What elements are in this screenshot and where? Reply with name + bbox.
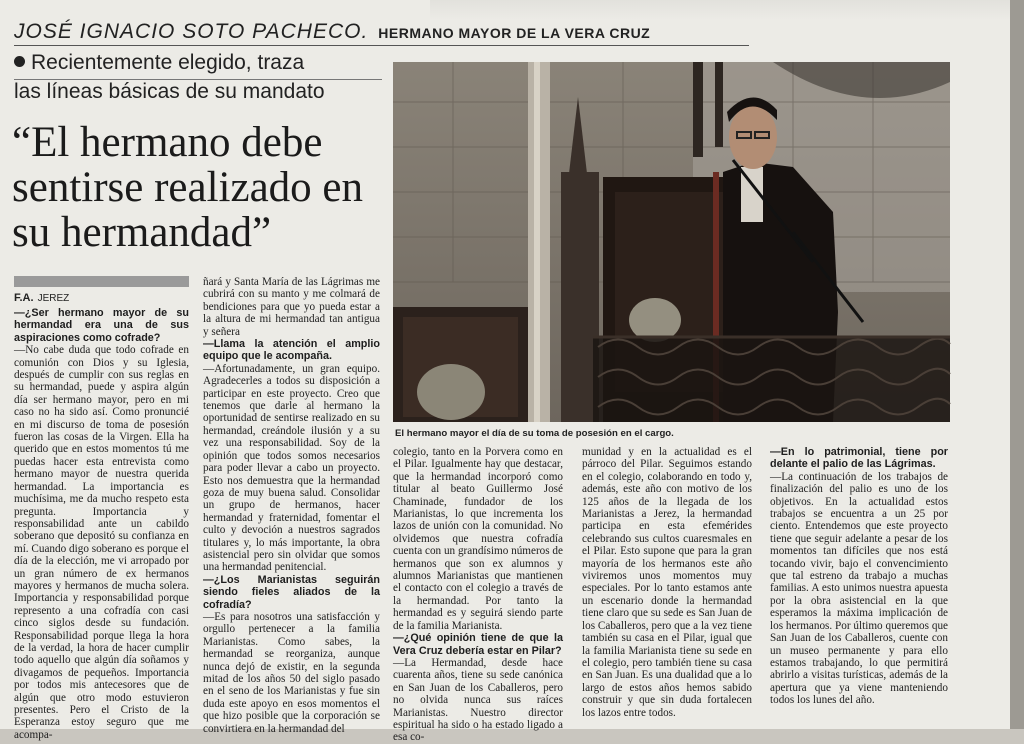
- deck-rule: [14, 79, 382, 80]
- header-rule: [14, 45, 749, 46]
- photo-caption: El hermano mayor el día de su toma de posesión en el cargo.: [395, 428, 674, 439]
- interview-answer: —No cabe duda que todo cofrade en comunión con Dios y su Iglesia, después de cumplir con sus reglas en su hermandad, puede y aspira algún día ser hermano mayor, pero en mi caso no ha sido así. Como pronuncié en mi discurso de toma de posesión fueron las cosas de la Virgen. Ella ha querido que en estos momentos tú me puedas hacer esta entrevista como hermano mayor de nuestra querida hermandad. La importancia es muchísima, me da mucho respeto esta pregunta. Importancia y responsabilidad ante un cabildo soberano que depositó su confianza en mí. Cuando digo soberano es porque el día de la elección, me vi arropado por un gran número de ex hermanos mayores y hermanos de mucha solera. Importancia y responsabilidad porque represento a una cofradía con casi cinco siglos desde su fundación. Responsabilidad porque llega la hora de la verdad, la hora de hacer cumplir todo aquello que algún día soñamos y divagamos de pequeños. Importancia por todos mis antecesores que de algún que otro modo estuvieron presentes. Pero el Cristo de la Esperanza estoy seguro que me acompa-: [14, 344, 189, 741]
- byline-author: F.A.: [14, 292, 34, 304]
- article-column-4: [582, 446, 752, 719]
- article-column-1: [14, 307, 189, 741]
- deck-line-2: las líneas básicas de su mandato: [14, 80, 325, 103]
- interview-answer: ñará y Santa María de las Lágrimas me cubrirá con su manto y me colmará de bendiciones para que yo pueda estar a la altura de mi hermandad tan antigua y señera: [203, 276, 380, 338]
- interview-answer: munidad y en la actualidad es el párroco del Pilar. Seguimos estando en el colegio, colaborando en todo y, además, este año con motivo de los 125 años de la llegada de los Marianistas a Jerez, la hermandad participa en esta efemérides celebrando sus cultos cuaresmales en el Pilar. Esto supone que para la gran mayoría de los hermanos este año viviremos unos momentos muy especiales. Por lo tanto estamos ante un escenario donde la hermandad tiene claro que su sede es San Juan de los Caballeros, pero que a la vez tiene también su casa en el Pilar, igual que la familia Marianista tiene su sede en el colegio, pero también tiene su casa en San Juan. Es una dualidad que a lo largo de estos años hemos sabido construir y que sin duda fortalecen los lazos entre todos.: [582, 446, 752, 719]
- interview-answer: —La continuación de los trabajos de finalización del palio es uno de los objetivos. En la actualidad estos trabajos se encuentra a un 25 por ciento. Entendemos que este proyecto tiene que seguir adelante a pesar de los momentos tan difíciles que nos está tocando vivir, bajo el convencimiento que tal estreno da trabajo a muchas familias. A esto unimos nuestra apuesta por la obra asistencial en la que esperamos la máxima implicación de los hermanos. Por último queremos que San Juan de los Caballeros, cuente con un museo permanente y para ello estamos trabajando, lo que permitirá abrirlo a visitas turísticas, además de la apertura que ya viene manteniendo todos los lunes del año.: [770, 470, 948, 707]
- interview-question: —En lo patrimonial, tiene por delante el palio de las Lágrimas.: [770, 446, 948, 471]
- interview-question: —¿Los Marianistas seguirán siendo fieles aliados de la cofradía?: [203, 573, 380, 611]
- interview-answer: —Es para nosotros una satisfacción y orgullo pertenecer a la familia Marianistas. Como sabes, la hermandad se reorganiza, aunque nunca dejó de existir, en la segunda mitad de los años 50 del siglo pasado en el seno de los Marianistas y fue sin duda este apoyo en esos momentos el que hizo posible que la corporación se convirtiera en la hermandad del: [203, 610, 380, 735]
- article-column-3: [393, 446, 563, 744]
- hermano-mayor-photo: [393, 62, 950, 422]
- article-column-5: [770, 446, 948, 716]
- interviewee-role: HERMANO MAYOR DE LA VERA CRUZ: [378, 25, 651, 41]
- page-edge: [1010, 0, 1024, 729]
- interview-answer: —La Hermandad, desde hace cuarenta años, tiene su sede canónica en San Juan de los Caballeros, pero no olvida nunca sus raíces Marianistas. Nuestro director espiritual ha sido o ha estado ligado a esa co-: [393, 656, 563, 744]
- byline: [14, 292, 69, 304]
- interview-question: —¿Ser hermano mayor de su hermandad era una de sus aspiraciones como cofrade?: [14, 307, 189, 344]
- deck-line-1: Recientemente elegido, traza: [31, 51, 305, 74]
- byline-bar: [14, 276, 189, 287]
- interviewee-name: JOSÉ IGNACIO SOTO PACHECO.: [14, 20, 369, 43]
- section-header: [14, 20, 650, 44]
- deck: [14, 48, 384, 106]
- interview-question: —Llama la atención el amplio equipo que le acompaña.: [203, 338, 380, 363]
- bullet-icon: [14, 56, 25, 67]
- previous-page-bleed: [430, 0, 1024, 20]
- article-photo: [393, 62, 950, 422]
- interview-answer: —Afortunadamente, un gran equipo. Agradecerles a todos su disposición a participar en este proyecto. Creo que tenemos que darle al hermano la oportunidad de sentirse realizado en su hermandad, creándole ilusión y a su vez una responsabilidad. Soy de la opinión que todos somos necesarios para poder llevar a cabo un proyecto. Esto nos demuestra que la hermandad goza de muy buena salud. Consolidar un grupo de hermanos, hacer hermandad y fraternidad, fomentar el culto y devoción a nuestros sagrados titulares y, lo más importante, la obra asistencial pero sin olvidar que somos una hermandad penitencial.: [203, 362, 380, 574]
- headline: “El hermano debe sentirse realizado en su hermandad”: [12, 119, 363, 256]
- article-column-2: [203, 276, 380, 735]
- interview-question: —¿Qué opinión tiene de que la Vera Cruz debería estar en Pilar?: [393, 632, 563, 657]
- interview-answer: colegio, tanto en la Porvera como en el Pilar. Igualmente hay que destacar, que la hermandad incorporó como titular al beato Guillermo José Chaminade, fundador de los Marianistas, lo que incrementa los lazos de unión con la comunidad. No olvidemos que nuestra cofradía cuenta con un grandísimo números de hermanos que son ex alumnos y alumnos Marianistas que mantienen el contacto con el colegio a través de la hermandad. Por tanto la hermandad es y seguirá siendo parte de la familia Marianista.: [393, 446, 563, 632]
- byline-place: JEREZ: [37, 293, 70, 304]
